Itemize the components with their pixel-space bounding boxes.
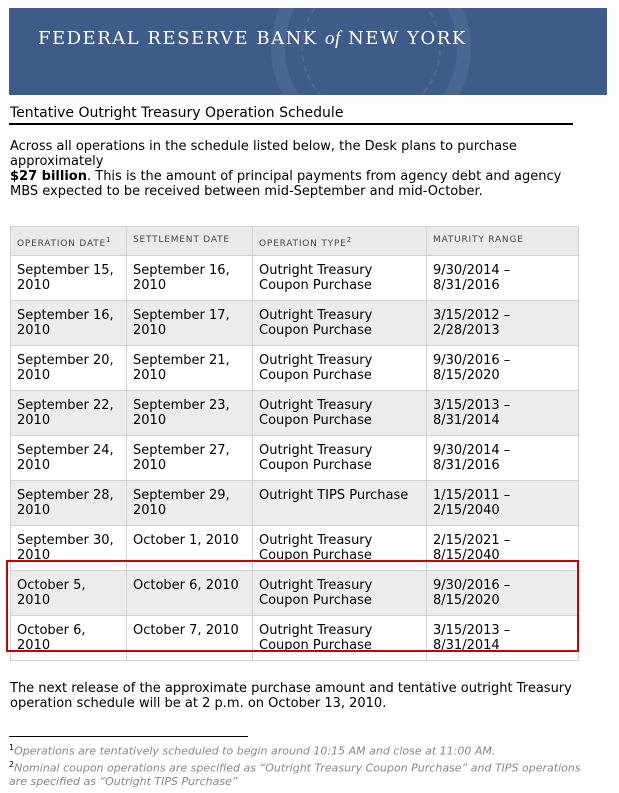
cell-maturity-range: 2/15/2021 – 8/15/2040 xyxy=(427,526,579,571)
cell-operation-type: Outright Treasury Coupon Purchase xyxy=(253,346,427,391)
bank-name-of: of xyxy=(325,28,341,49)
cell-settlement-date: September 23, 2010 xyxy=(127,391,253,436)
cell-maturity-range: 1/15/2011 – 2/15/2040 xyxy=(427,481,579,526)
footnote-mark-2: 2 xyxy=(346,236,352,244)
cell-operation-date: September 22, 2010 xyxy=(11,391,127,436)
cell-operation-date: September 16, 2010 xyxy=(11,301,127,346)
cell-settlement-date: September 27, 2010 xyxy=(127,436,253,481)
cell-operation-type: Outright Treasury Coupon Purchase xyxy=(253,256,427,301)
table-row xyxy=(11,256,579,301)
cell-operation-type: Outright Treasury Coupon Purchase xyxy=(253,571,427,616)
intro-text-2: . This is the amount of principal payments from agency debt and agency MBS expected to be received between mid-September and mid-October. xyxy=(10,169,562,199)
footnote-mark-1: 1 xyxy=(106,236,112,244)
cell-maturity-range: 9/30/2014 – 8/31/2016 xyxy=(427,256,579,301)
cell-settlement-date: September 17, 2010 xyxy=(127,301,253,346)
cell-operation-date: September 28, 2010 xyxy=(11,481,127,526)
cell-operation-type: Outright Treasury Coupon Purchase xyxy=(253,391,427,436)
cell-operation-type: Outright Treasury Coupon Purchase xyxy=(253,436,427,481)
footnote-2-text: Nominal coupon operations are specified as “Outright Treasury Coupon Purchase” and TIPS operations are specified as “Outright TIPS Purchase” xyxy=(9,761,581,788)
footnote-1 xyxy=(9,741,589,758)
cell-settlement-date: October 7, 2010 xyxy=(127,616,253,661)
schedule-table xyxy=(10,226,579,661)
cell-operation-type: Outright Treasury Coupon Purchase xyxy=(253,616,427,661)
cell-operation-type: Outright Treasury Coupon Purchase xyxy=(253,526,427,571)
header-banner xyxy=(9,8,607,95)
table-row xyxy=(11,346,579,391)
bank-name-part-2: NEW YORK xyxy=(348,28,467,49)
cell-settlement-date: October 1, 2010 xyxy=(127,526,253,571)
cell-settlement-date: October 6, 2010 xyxy=(127,571,253,616)
table-row xyxy=(11,481,579,526)
table-row xyxy=(11,571,579,616)
cell-settlement-date: September 16, 2010 xyxy=(127,256,253,301)
header-operation-type: OPERATION TYPE$^2$ xyxy=(253,227,427,256)
footnote-divider xyxy=(9,736,248,737)
cell-operation-date: September 30, 2010 xyxy=(11,526,127,571)
cell-maturity-range: 9/30/2016 – 8/15/2020 xyxy=(427,346,579,391)
header-maturity-range: MATURITY RANGE xyxy=(427,227,579,256)
cell-operation-type: Outright Treasury Coupon Purchase xyxy=(253,301,427,346)
cell-operation-date: October 5, 2010 xyxy=(11,571,127,616)
cell-operation-type: Outright TIPS Purchase xyxy=(253,481,427,526)
intro-amount: $27 billion xyxy=(10,169,87,184)
footnote-1-mark: 1 xyxy=(9,743,15,752)
header-settlement-date: SETTLEMENT DATE xyxy=(127,227,253,256)
footnote-1-text: Operations are tentatively scheduled to begin around 10:15 AM and close at 11:00 AM. xyxy=(14,744,496,758)
header-operation-date: OPERATION DATE$^1$ xyxy=(11,227,127,256)
intro-paragraph xyxy=(10,139,580,199)
cell-operation-date: October 6, 2010 xyxy=(11,616,127,661)
intro-text-1: Across all operations in the schedule listed below, the Desk plans to purchase approximately xyxy=(10,139,517,169)
cell-maturity-range: 3/15/2013 – 8/31/2014 xyxy=(427,391,579,436)
seal-watermark-inner xyxy=(301,8,441,95)
cell-settlement-date: September 29, 2010 xyxy=(127,481,253,526)
table-header-row xyxy=(11,227,579,256)
cell-operation-date: September 20, 2010 xyxy=(11,346,127,391)
footnote-2 xyxy=(9,758,589,788)
table-row xyxy=(11,616,579,661)
title-underline xyxy=(9,123,573,125)
footnote-2-mark: 2 xyxy=(9,760,15,769)
table-row xyxy=(11,301,579,346)
table-row xyxy=(11,436,579,481)
cell-operation-date: September 15, 2010 xyxy=(11,256,127,301)
cell-settlement-date: September 21, 2010 xyxy=(127,346,253,391)
next-release-note: The next release of the approximate purchase amount and tentative outright Treasury operation schedule will be at 2 p.m. on October 13, 2010. xyxy=(10,681,572,711)
table-row xyxy=(11,391,579,436)
page-title: Tentative Outright Treasury Operation Schedule xyxy=(10,105,344,121)
cell-operation-date: September 24, 2010 xyxy=(11,436,127,481)
bank-name-part-1: FEDERAL RESERVE BANK xyxy=(38,28,318,49)
cell-maturity-range: 9/30/2016 – 8/15/2020 xyxy=(427,571,579,616)
cell-maturity-range: 9/30/2014 – 8/31/2016 xyxy=(427,436,579,481)
cell-maturity-range: 3/15/2012 – 2/28/2013 xyxy=(427,301,579,346)
bank-name xyxy=(38,28,467,50)
cell-maturity-range: 3/15/2013 – 8/31/2014 xyxy=(427,616,579,661)
table-row xyxy=(11,526,579,571)
